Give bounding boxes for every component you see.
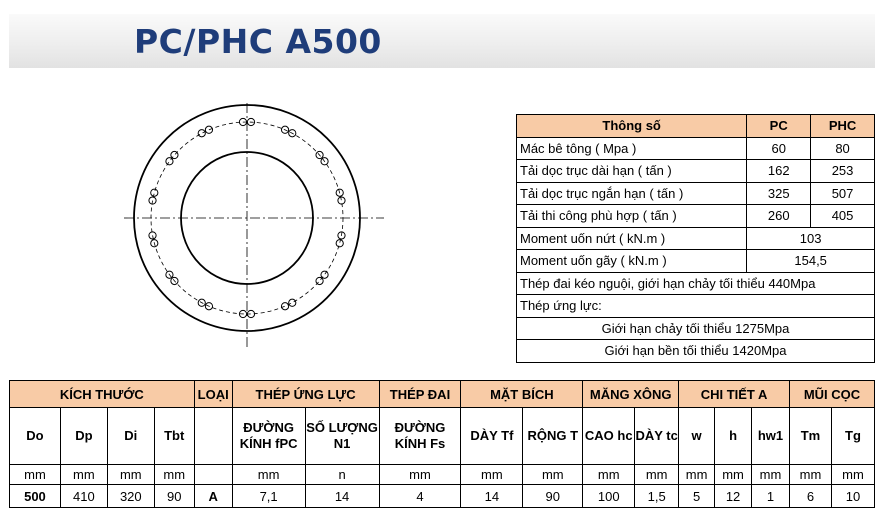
unit-cell: mm (60, 465, 107, 485)
unit-cell: mm (715, 465, 752, 485)
value-cell: 1 (752, 485, 790, 508)
spec-table (516, 114, 875, 363)
prestress-bar (205, 126, 212, 133)
spec-row-full: Thép ứng lực: (517, 295, 875, 318)
unit-cell: mm (831, 465, 874, 485)
value-cell: 4 (379, 485, 461, 508)
spec-row-phc: 80 (811, 137, 875, 160)
unit-cell: mm (10, 465, 61, 485)
dimensions-table (9, 380, 875, 508)
unit-cell: mm (752, 465, 790, 485)
spec-row-value: 103 (747, 227, 875, 250)
value-cell: 1,5 (635, 485, 679, 508)
pile-cross-section-drawing (124, 103, 384, 353)
group-thep-ung-luc: THÉP ỨNG LỰC (232, 381, 379, 408)
spec-header-phc: PHC (811, 115, 875, 138)
unit-cell: mm (461, 465, 523, 485)
unit-cell: mm (232, 465, 305, 485)
spec-row-label: Moment uốn gãy ( kN.m ) (517, 250, 747, 273)
unit-cell (194, 465, 232, 485)
unit-cell: mm (583, 465, 635, 485)
unit-cell: mm (523, 465, 583, 485)
prestress-bar (336, 240, 343, 247)
spec-row-label: Tải dọc trục dài hạn ( tấn ) (517, 160, 747, 183)
group-mat-bich: MẶT BÍCH (461, 381, 583, 408)
spec-row-phc: 405 (811, 205, 875, 228)
prestress-bar (321, 271, 328, 278)
spec-header-param: Thông số (517, 115, 747, 138)
spec-header-pc: PC (747, 115, 811, 138)
spec-row-pc: 162 (747, 160, 811, 183)
column-header: Do (10, 408, 61, 465)
value-cell: 7,1 (232, 485, 305, 508)
value-cell: 6 (789, 485, 831, 508)
prestress-bar (151, 189, 158, 196)
unit-cell: mm (789, 465, 831, 485)
spec-row-label: Moment uốn nứt ( kN.m ) (517, 227, 747, 250)
column-header: ĐƯỜNG KÍNH Fs (379, 408, 461, 465)
column-header (194, 408, 232, 465)
column-header: DÀY tc (635, 408, 679, 465)
group-thep-dai: THÉP ĐAI (379, 381, 461, 408)
value-cell: 500 (10, 485, 61, 508)
unit-cell: n (305, 465, 379, 485)
group-mui-coc: MŨI CỌC (789, 381, 874, 408)
column-header: w (679, 408, 715, 465)
spec-row-pc: 260 (747, 205, 811, 228)
column-header: Tbt (154, 408, 194, 465)
value-cell: 90 (523, 485, 583, 508)
spec-row-label: Tải thi công phù hợp ( tấn ) (517, 205, 747, 228)
spec-row-label: Mác bê tông ( Mpa ) (517, 137, 747, 160)
prestress-bar (316, 277, 323, 284)
prestress-bar (281, 303, 288, 310)
column-header: Tg (831, 408, 874, 465)
unit-cell: mm (635, 465, 679, 485)
spec-row-phc: 253 (811, 160, 875, 183)
spec-row-pc: 60 (747, 137, 811, 160)
group-kich-thuoc: KÍCH THƯỚC (10, 381, 195, 408)
value-cell: 14 (305, 485, 379, 508)
value-cell: 14 (461, 485, 523, 508)
spec-row-centered: Giới hạn chảy tối thiểu 1275Mpa (517, 317, 875, 340)
value-cell: 5 (679, 485, 715, 508)
value-cell: 10 (831, 485, 874, 508)
group-chi-tiet-a: CHI TIẾT A (679, 381, 790, 408)
column-header: DÀY Tf (461, 408, 523, 465)
prestress-bar (171, 151, 178, 158)
value-cell: 410 (60, 485, 107, 508)
column-header: h (715, 408, 752, 465)
page-title: PC/PHC A500 (134, 22, 382, 61)
value-cell: A (194, 485, 232, 508)
column-header: ĐƯỜNG KÍNH fPC (232, 408, 305, 465)
spec-row-centered: Giới hạn bền tối thiểu 1420Mpa (517, 340, 875, 363)
unit-cell: mm (679, 465, 715, 485)
column-header: CAO hc (583, 408, 635, 465)
value-cell: 100 (583, 485, 635, 508)
value-cell: 320 (107, 485, 154, 508)
prestress-bar (198, 130, 205, 137)
prestress-bar (166, 158, 173, 165)
spec-row-pc: 325 (747, 182, 811, 205)
value-cell: 12 (715, 485, 752, 508)
column-header: RỘNG T (523, 408, 583, 465)
prestress-bar (289, 299, 296, 306)
column-header: Dp (60, 408, 107, 465)
group-mang-xong: MĂNG XÔNG (583, 381, 679, 408)
unit-cell: mm (107, 465, 154, 485)
column-header: Di (107, 408, 154, 465)
spec-row-phc: 507 (811, 182, 875, 205)
column-header: hw1 (752, 408, 790, 465)
spec-row-label: Tải dọc trục ngắn hạn ( tấn ) (517, 182, 747, 205)
unit-cell: mm (379, 465, 461, 485)
spec-row-value: 154,5 (747, 250, 875, 273)
column-header: SỐ LƯỢNG N1 (305, 408, 379, 465)
group-loai: LOẠI (194, 381, 232, 408)
unit-cell: mm (154, 465, 194, 485)
column-header: Tm (789, 408, 831, 465)
spec-row-full: Thép đai kéo nguội, giới hạn chảy tối thiểu 440Mpa (517, 272, 875, 295)
value-cell: 90 (154, 485, 194, 508)
